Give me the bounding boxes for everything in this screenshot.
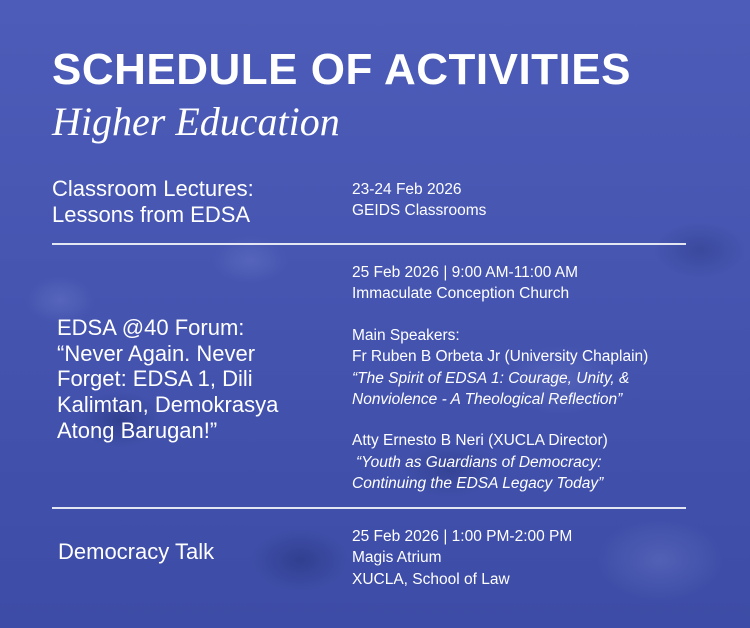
event-2-venue: Immaculate Conception Church — [352, 285, 570, 303]
poster-title: SCHEDULE OF ACTIVITIES — [52, 45, 631, 94]
event-2-title — [57, 315, 278, 444]
event-1-details — [352, 179, 486, 222]
speakers-heading: Main Speakers: — [352, 326, 460, 344]
event-2-date-time: 25 Feb 2026 | 9:00 AM-11:00 AM — [352, 264, 579, 281]
speaker-1-name: Fr Ruben B Orbeta Jr (University Chaplain) — [352, 348, 649, 366]
speaker-2-name: Atty Ernesto B Neri (XUCLA Director) — [352, 432, 608, 450]
speaker-2-talk-title: “Youth as Guardians of Democracy: — [356, 453, 602, 471]
divider-1 — [52, 243, 686, 245]
event-3-venue: Magis Atrium — [352, 549, 442, 567]
event-1-venue: GEIDS Classrooms — [352, 202, 487, 220]
event-1-title-line: Lessons from EDSA — [52, 201, 251, 227]
event-2-title-line: Atong Barugan!” — [57, 417, 218, 443]
event-3-title — [58, 539, 214, 565]
speaker-1-talk-title: Nonviolence - A Theological Reflection” — [352, 390, 623, 408]
event-2-title-line: Kalimtan, Demokrasya — [57, 392, 279, 418]
poster-subtitle: Higher Education — [52, 99, 340, 144]
divider-2 — [52, 507, 686, 509]
speaker-2-talk-title: Continuing the EDSA Legacy Today” — [352, 475, 604, 492]
event-2-details — [352, 262, 648, 494]
event-2-title-line: Forget: EDSA 1, Dili — [57, 366, 253, 392]
speaker-1-talk-title: “The Spirit of EDSA 1: Courage, Unity, & — [352, 369, 630, 387]
event-3-date-time: 25 Feb 2026 | 1:00 PM-2:00 PM — [352, 528, 573, 545]
event-3-title-line: Democracy Talk — [58, 539, 215, 564]
event-1-title-line: Classroom Lectures: — [52, 176, 254, 201]
event-2-title-line: “Never Again. Never — [57, 340, 256, 366]
event-2-title-line: EDSA @40 Forum: — [57, 315, 245, 340]
event-1-title — [52, 176, 254, 227]
event-3-details — [352, 526, 572, 590]
event-1-date: 23-24 Feb 2026 — [352, 181, 462, 198]
event-3-organizer: XUCLA, School of Law — [352, 570, 510, 588]
